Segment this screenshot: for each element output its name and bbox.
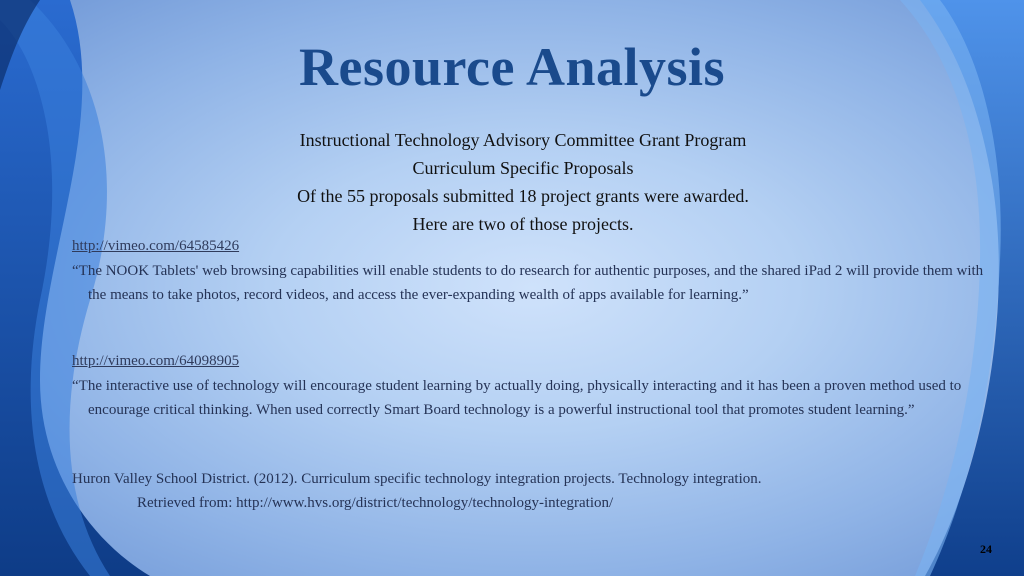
project-2-quote: “The interactive use of technology will encourage student learning by actually doing, physically interacting and it has been a proven method used to encourage critical thinking. When used correctly Smart Board technology is a powerful instructional tool that promotes student learning.” [72,378,962,418]
intro-line-awarded: Of the 55 proposals submitted 18 project grants were awarded. [297,186,749,206]
project-1-quote: “The NOOK Tablets' web browsing capabilities will enable students to do research for authentic purposes, and the shared iPad 2 will provide them with the means to take photos, record videos, and access the ever-expanding wealth of apps available for learning.” [72,263,984,303]
project-2-video-link[interactable]: http://vimeo.com/64098905 [72,353,240,369]
intro-line-proposals: Curriculum Specific Proposals [412,158,634,178]
citation-retrieved: Retrieved from: http://www.hvs.org/district/technology/technology-integration/ [137,494,614,511]
page-number: 24 [980,542,992,556]
slide-title: Resource Analysis [298,37,726,97]
project-1-video-link[interactable]: http://vimeo.com/64585426 [72,238,240,254]
citation-source: Huron Valley School District. (2012). Curriculum specific technology integration projects. Technology integration. [72,471,762,487]
intro-line-two-projects: Here are two of those projects. [412,214,634,234]
citation [72,468,932,515]
intro-line-program: Instructional Technology Advisory Committee Grant Program [299,130,747,150]
